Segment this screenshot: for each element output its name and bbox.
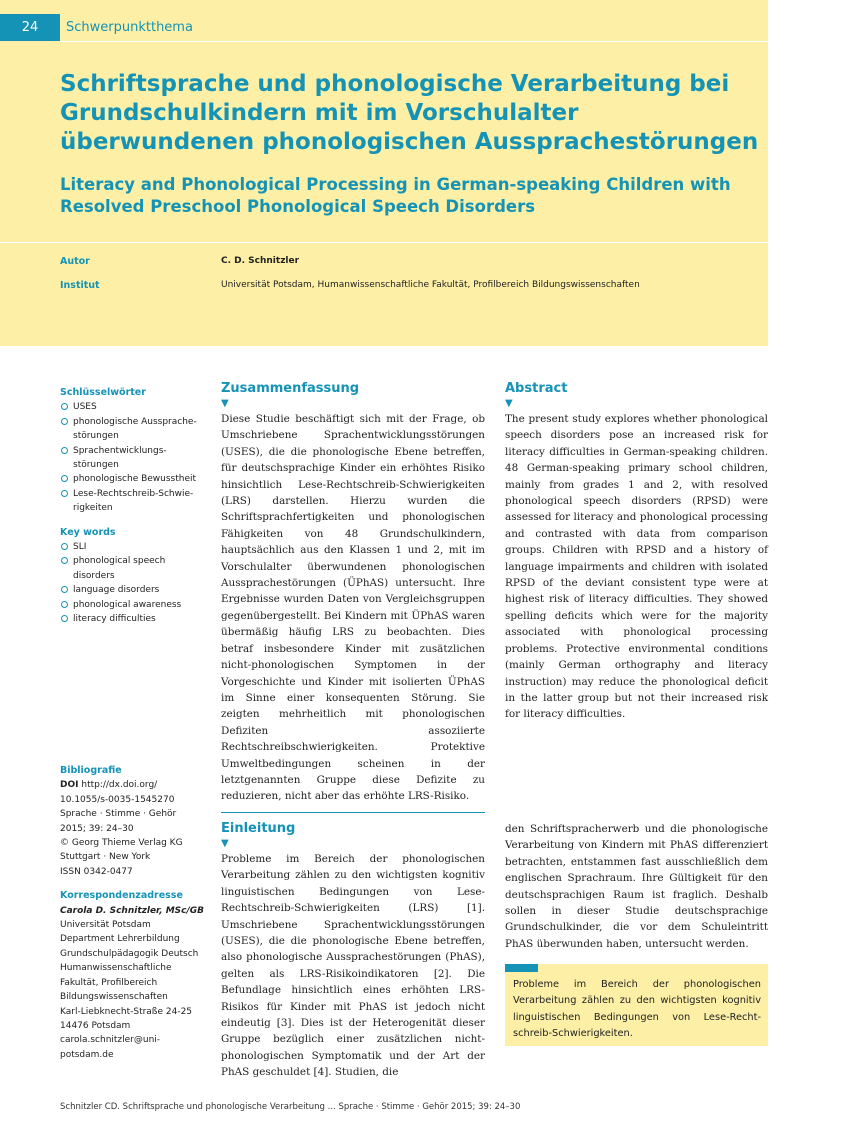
keyword-item: phonologische Aussprache- störungen (60, 415, 210, 444)
page-footer: Schnitzler CD. Schriftsprache und phonologische Verarbeitung ... Sprache · Stimme · Gehör 2015; 39: 24–30 (60, 1102, 521, 1112)
keyword-item: language disorders (60, 583, 210, 597)
section-label: Schwerpunktthema (66, 20, 193, 35)
bibliography-line: ISSN 0342-0477 (60, 866, 133, 877)
address-line: Universität Potsdam (60, 920, 151, 931)
pull-quote-tab (505, 964, 538, 972)
zusammenfassung-text: Diese Studie beschäftigt sich mit der Frage, ob Umschriebene Sprachentwicklungsstörungen (USES), die die phonologische Ebene betreffen, für deutschsprachige Kinder ein erhöhtes Risiko hinsichtlich Lese-Rechtschreib-Schwierigkeiten (LRS) darstellen. Hierzu wurden die Schriftsprachfertigkeiten und phonologischen Fähigkeiten von 48 Grundschulkindern, hauptsächlich aus den Klassen 1 und 2, mit im Vorschulalter überwundenen phonologischen Aussprachestörungen (ÜPhAS) untersucht. Ihre Ergebnisse wurden Daten von Vergleichsgruppen gegenübergestellt. Bei Kindern mit ÜPhAS waren übermäßig häufig LRS zu beobachten. Dies betraf insbesondere Kinder mit zusätzlichen nicht-phonologischen Symptomen in der Vorgeschichte und Kinder mit isolierten ÜPhAS im Sinne einer konsequenten Störung. Sie zeigten mehrheitlich mit phonologischen Defiziten assoziierte Rechtschreibschwierigkeiten. Protektive Umweltbedingungen scheinen in der letztgenannten Gruppe diese Defizite zu reduzieren, nicht aber das erhöhte LRS-Risiko. (221, 413, 485, 803)
correspondence-heading: Korrespondenzadresse (60, 890, 183, 902)
page-number: 24 (0, 14, 60, 41)
keywords-sidebar (60, 386, 210, 627)
keyword-item: SLI (60, 540, 210, 554)
pull-quote-text: Probleme im Bereich der phonologischen Verarbeitung zählen zu den wichtigsten kognitiv linguistischen Bedingungen von Lese-Recht-schreib-Schwierigkeiten. (513, 979, 761, 1040)
address-line: Grundschulpädagogik Deutsch (60, 948, 199, 959)
keyword-item: Sprachentwicklungs- störungen (60, 444, 210, 473)
keyword-item: literacy difficulties (60, 612, 210, 626)
bibliography-line: 10.1055/s-0035-1545270 (60, 794, 175, 805)
keyword-item: USES (60, 400, 210, 414)
keywords-en-heading: Key words (60, 526, 116, 538)
bibliography-heading: Bibliografie (60, 765, 122, 776)
abstract-text: The present study explores whether phonological speech disorders pose an increased risk for literacy difficulties in German-speaking children. 48 German-speaking primary school children, mainly from grades 1 and 2, with resolved phonological speech disorders (RPSD) were assessed for literacy and phonological processing and contrasted with data from comparison groups. Children with RPSD and a history of language impairments and children with isolated RPSD of the deviant consistent type were at highest risk of literacy difficulties. They showed spelling deficits which were for the majority associated with phonological processing problems. Protective environmental conditions (mainly German orthography and literacy instruction) may reduce the phonological deficit in the latter group but not their increased risk for literacy difficulties. (505, 413, 768, 721)
einleitung-section (221, 821, 485, 1081)
keywords-de-heading: Schlüsselwörter (60, 387, 146, 398)
keyword-item: phonologische Bewusstheit (60, 472, 210, 486)
title-german: Schriftsprache und phonologische Verarbeitung bei Grundschulkindern mit im Vorschulalter überwundenen phonologischen Aussprachestörungen (60, 71, 759, 155)
email-line[interactable]: carola.schnitzler@uni- (60, 1035, 161, 1046)
doi-label: DOI (60, 780, 79, 791)
institute-name: Universität Potsdam, Humanwissenschaftliche Fakultät, Profilbereich Bildungswissenschaften (221, 280, 640, 290)
triangle-down-icon: ▼ (505, 398, 513, 409)
bibliography-line: Sprache · Stimme · Gehör (60, 809, 177, 820)
email-line[interactable]: potsdam.de (60, 1049, 114, 1060)
address-line: Fakultät, Profilbereich (60, 977, 158, 988)
header-divider (60, 41, 768, 42)
title-english: Literacy and Phonological Processing in German-speaking Children with Resolved Preschool Phonological Speech Disorders (60, 175, 731, 216)
triangle-down-icon: ▼ (221, 398, 229, 409)
bibliography-line: © Georg Thieme Verlag KG (60, 838, 183, 849)
abstract-section (505, 381, 768, 723)
keyword-item: phonological speech disorders (60, 554, 210, 583)
bibliography-line: Stuttgart · New York (60, 852, 151, 863)
address-line: Karl-Liebknecht-Straße 24-25 (60, 1006, 193, 1017)
address-line: Humanwissenschaftliche (60, 963, 172, 974)
header-band (0, 0, 768, 346)
einleitung-text-right: den Schriftspracherwerb und die phonologische Verarbeitung von Kindern mit PhAS differenziert betrachten, entstammen fast ausschließlich dem englischen Sprachraum. Ihre Gültigkeit für den deutschsprachigen Raum ist fraglich. Deshalb sollen in dieser Studie deutschsprachige Grundschulkinder, die vor dem Schuleintritt PhAS überwunden haben, untersucht werden. (505, 823, 768, 950)
author-name: C. D. Schnitzler (221, 256, 300, 266)
keyword-item: phonological awareness (60, 598, 210, 612)
abstract-heading: Abstract (505, 381, 568, 396)
triangle-down-icon: ▼ (221, 838, 229, 849)
address-line: 14476 Potsdam (60, 1020, 131, 1031)
meta-divider (0, 242, 768, 243)
keyword-item: Lese-Rechtschreib-Schwie- rigkeiten (60, 487, 210, 516)
bibliography-line: 2015; 39: 24–30 (60, 823, 134, 834)
author-label: Autor (60, 256, 90, 267)
zusammenfassung-heading: Zusammenfassung (221, 381, 360, 396)
bibliography-block (60, 764, 210, 1062)
einleitung-divider (221, 812, 485, 813)
institute-label: Institut (60, 280, 100, 291)
keywords-de-list (60, 400, 210, 515)
zusammenfassung-section (221, 381, 485, 805)
address-line: Bildungswissenschaften (60, 992, 168, 1003)
pull-quote-box (505, 964, 768, 1046)
doi-link[interactable]: http://dx.doi.org/ (81, 780, 158, 791)
einleitung-heading: Einleitung (221, 821, 296, 836)
keywords-en-list (60, 540, 210, 626)
einleitung-text-left: Probleme im Bereich der phonologischen Verarbeitung zählen zu den wichtigsten kognitiv linguistischen Bedingungen von Lese-Rechtschreib-Schwierigkeiten (LRS) [1]. Umschriebene Sprachentwicklungsstörungen (USES), die die phonologische Ebene betreffen, also phonologische Aussprachestörungen (PhAS), gelten als LRS-Risikoindikatoren [2]. Die Befundlage hinsichtlich eines erhöhten LRS-Risikos für Kinder mit PhAS ist jedoch nicht eindeutig [3]. Dies ist der Heterogenität dieser Gruppe bezüglich einer zusätzlichen nicht-phonologischen Symptomatik und der Art der PhAS geschuldet [4]. Studien, die (221, 853, 485, 1079)
doi-line (60, 778, 210, 792)
address-line: Department Lehrerbildung (60, 934, 180, 945)
correspondence-name: Carola D. Schnitzler, MSc/GB (60, 905, 205, 916)
